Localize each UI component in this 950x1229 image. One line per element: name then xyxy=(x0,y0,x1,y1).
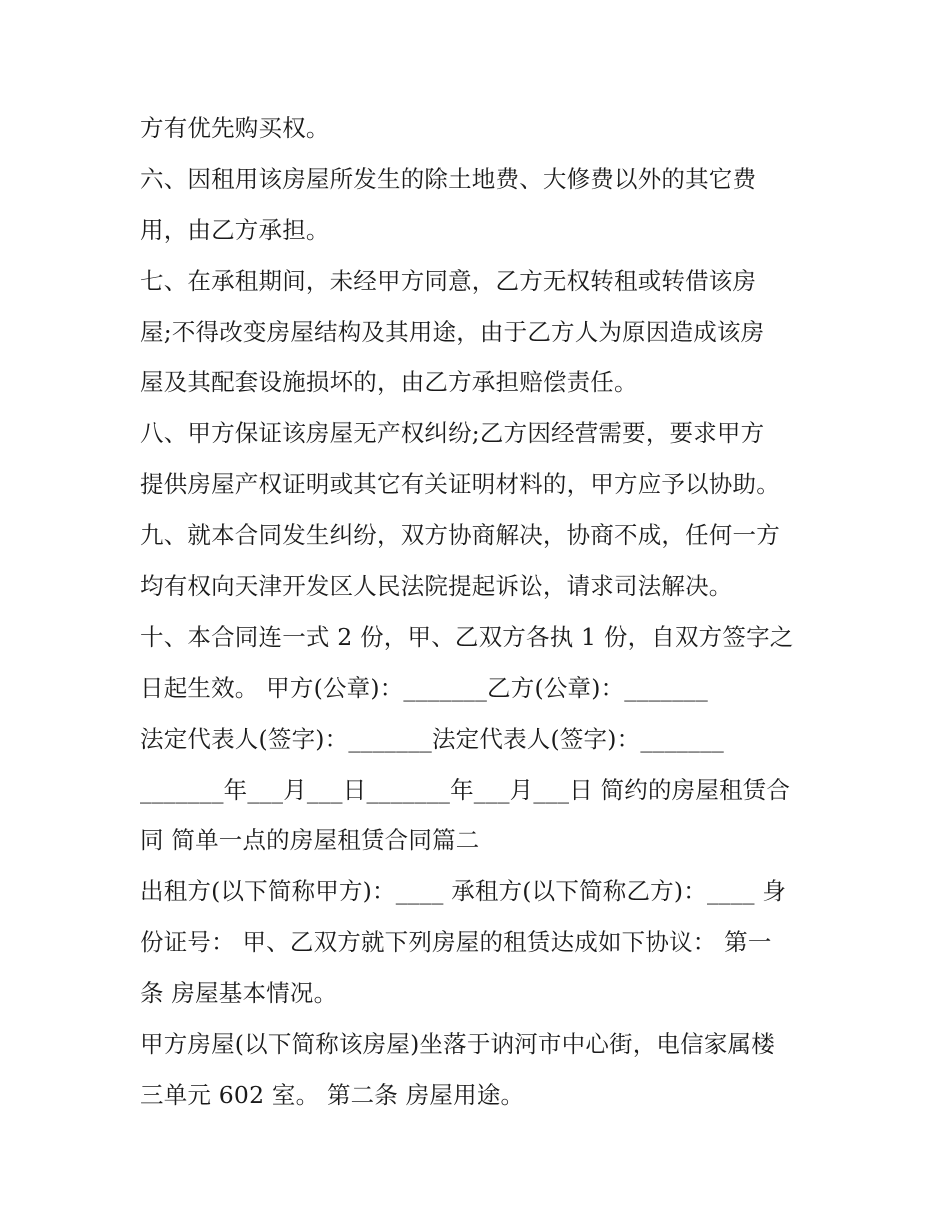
text-line: 十、本合同连一式 2 份，甲、乙双方各执 1 份，自双方签字之 xyxy=(140,622,794,651)
text-line: 条 房屋基本情况。 xyxy=(140,979,338,1008)
text-line: 六、因租用该房屋所发生的除土地费、大修费以外的其它费 xyxy=(140,164,757,193)
signature-line: 日起生效。 甲方(公章)：_______乙方(公章)：_______ xyxy=(140,673,708,702)
document-body xyxy=(140,103,830,1121)
text-line: 方有优先购买权。 xyxy=(140,114,330,142)
text-line: 出租方(以下简称甲方)：____ 承租方(以下简称乙方)：____ 身 xyxy=(140,877,787,906)
text-line: 七、在承租期间，未经甲方同意，乙方无权转租或转借该房 xyxy=(140,266,757,295)
text-line: 屋;不得改变房屋结构及其用途，由于乙方人为原因造成该房 xyxy=(140,317,765,346)
text-line: 用，由乙方承担。 xyxy=(140,215,330,244)
text-line: 九、就本合同发生纠纷，双方协商解决，协商不成，任何一方 xyxy=(140,521,780,550)
text-line: 屋及其配套设施损坏的，由乙方承担赔偿责任。 xyxy=(140,368,638,397)
text-line: 三单元 602 室。 第二条 房屋用途。 xyxy=(140,1080,525,1109)
text-line: 份证号： 甲、乙双方就下列房屋的租赁达成如下协议： 第一 xyxy=(140,928,772,957)
text-line: 提供房屋产权证明或其它有关证明材料的，甲方应予以协助。 xyxy=(140,470,780,499)
text-line: 甲方房屋(以下简称该房屋)坐落于讷河市中心街，电信家属楼 xyxy=(140,1030,775,1059)
date-line: _______年___月___日_______年___月___日 简约的房屋租赁合 xyxy=(140,775,791,804)
text-line: 八、甲方保证该房屋无产权纠纷;乙方因经营需要，要求甲方 xyxy=(140,419,765,448)
section-title-line: 同 简单一点的房屋租赁合同篇二 xyxy=(140,826,480,855)
signature-line: 法定代表人(签字)：_______法定代表人(签字)：_______ xyxy=(140,724,724,753)
text-line: 均有权向天津开发区人民法院提起诉讼，请求司法解决。 xyxy=(140,572,733,601)
